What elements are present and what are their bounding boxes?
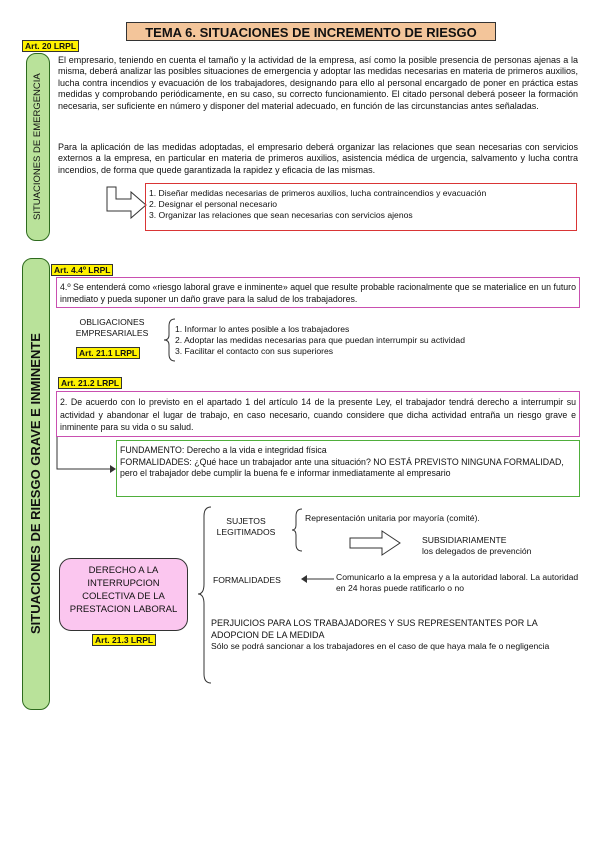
sujetos-label: SUJETOS LEGITIMADOS bbox=[216, 516, 276, 537]
list-item: 1. Diseñar medidas necesarias de primeros auxilios, lucha contraincendios y evacuación bbox=[149, 188, 487, 198]
emergencia-vertical-label: SITUACIONES DE EMERGENCIA bbox=[32, 73, 43, 221]
list-item: 3. Facilitar el contacto con sus superiores bbox=[175, 346, 334, 356]
art-212-text-box: 2. De acuerdo con lo previsto en el apartado 1 del artículo 14 de la presente Ley, el trabajador tendrá derecho a interrumpir su actividad y abandonar el lugar de trabajo, en caso necesario, cuando considere que dicha actividad entraña un riesgo grave e inminente para su vida o su salud. bbox=[56, 391, 580, 437]
list-item: 3. Organizar las relaciones que sean necesarias con servicios ajenos bbox=[149, 210, 413, 220]
obligaciones-list bbox=[175, 324, 465, 357]
connector-arrow-icon bbox=[55, 437, 117, 473]
art-44-tag: Art. 4.4º LRPL bbox=[51, 264, 113, 276]
subsidiariamente-text: SUBSIDIARIAMENTE bbox=[422, 535, 507, 545]
riesgo-vertical-label: SITUACIONES DE RIESGO GRAVE E INMINENTE bbox=[28, 333, 43, 635]
emergencia-vertical-bar bbox=[26, 53, 50, 241]
list-item: 1. Informar lo antes posible a los trabajadores bbox=[175, 324, 350, 334]
art-212-tag: Art. 21.2 LRPL bbox=[58, 377, 122, 389]
riesgo-definition-box: 4.º Se entenderá como «riesgo laboral grave e inminente» aquel que resulte probable racionalmente que se materialice en un futuro inmediato y pueda suponer un daño grave para la salud de los trabajadores. bbox=[56, 277, 580, 308]
list-item: 2. Designar el personal necesario bbox=[149, 199, 278, 209]
emergencia-paragraph-1: El empresario, teniendo en cuenta el tamaño y la actividad de la empresa, así como la posible presencia de personas ajenas a la misma, deberá analizar las posibles situaciones de emergencia y adoptar las medidas necesarias en materia de primeros auxilios, lucha contra incendios y evacuación de los trabajadores, designando para ello al personal encargado de poner en práctica estas medidas y comprobando periódicamente, en su caso, su correcto funcionamiento. El citado personal deberá poseer la formación necesaria, ser suficiente en número y disponer del material adecuado, en función de las circunstancias antes señaladas. bbox=[58, 55, 578, 111]
left-arrow-icon bbox=[300, 574, 336, 584]
delegados-text: los delegados de prevención bbox=[422, 546, 532, 556]
emergencia-measures-box bbox=[145, 183, 577, 231]
emergencia-paragraph-2: Para la aplicación de las medidas adoptadas, el empresario deberá organizar las relaciones que sean necesarias con servicios externos a la empresa, en particular en materia de primeros auxilios, asistencia médica de urgencia, salvamento y lucha contra incendios, de forma que quede garantizada la rapidez y eficacia de las mismas. bbox=[58, 142, 578, 175]
fundamento-text: FUNDAMENTO: Derecho a la vida e integridad física bbox=[120, 445, 327, 455]
list-item: 2. Adoptar las medidas necesarias para que puedan interrumpir su actividad bbox=[175, 335, 465, 345]
perjuicios-title: PERJUICIOS PARA LOS TRABAJADORES Y SUS REPRESENTANTES POR LA ADOPCION DE LA MEDIDA bbox=[211, 618, 538, 640]
subsidiary-arrow-icon bbox=[348, 529, 408, 557]
obligaciones-label: OBLIGACIONES EMPRESARIALES bbox=[75, 317, 149, 338]
formalidades-text: FORMALIDADES: ¿Qué hace un trabajador ante una situación? NO ESTÁ PREVISTO NINGUNA FORMALIDAD, pero el trabajador debe cumplir la buena fe e informar inmediatamente al empresario bbox=[120, 456, 564, 479]
art-20-tag: Art. 20 LRPL bbox=[22, 40, 79, 52]
comunicarlo-text: Comunicarlo a la empresa y a la autoridad laboral. La autoridad en 24 horas puede ratificarlo o no bbox=[336, 572, 579, 593]
sujetos-brace-icon bbox=[291, 508, 303, 552]
hollow-arrow-icon bbox=[103, 185, 149, 221]
art-213-tag: Art. 21.3 LRPL bbox=[92, 634, 156, 646]
page-title: TEMA 6. SITUACIONES DE INCREMENTO DE RIESGO bbox=[126, 22, 496, 41]
formalidades-label: FORMALIDADES bbox=[213, 575, 281, 585]
representacion-text: Representación unitaria por mayoría (comité). bbox=[305, 513, 480, 523]
art-211-tag: Art. 21.1 LRPL bbox=[76, 347, 140, 359]
perjuicios-text: Sólo se podrá sancionar a los trabajadores en el caso de que haya mala fe o negligencia bbox=[211, 641, 550, 651]
derecho-interrupcion-box: DERECHO A LA INTERRUPCION COLECTIVA DE LA PRESTACION LABORAL bbox=[59, 558, 188, 631]
riesgo-vertical-bar bbox=[22, 258, 50, 710]
fundamento-box bbox=[116, 440, 580, 497]
